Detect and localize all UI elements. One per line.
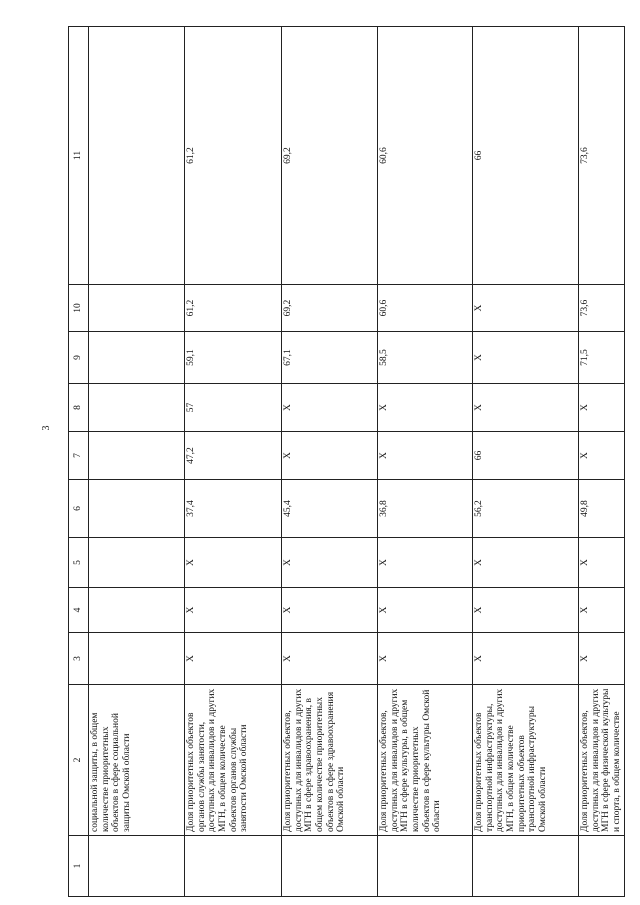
cell-col6 [89,480,185,538]
header-cell-7: 7 [69,432,89,480]
cell-num [473,836,579,897]
table-row [89,27,185,897]
cell-col3: X [185,633,282,685]
cell-col8: X [378,384,473,432]
cell-col5: X [378,538,473,588]
header-cell-8: 8 [69,384,89,432]
header-cell-3: 3 [69,633,89,685]
cell-indicator-name: Доля приоритетных объектов транспортной инфраструктуры, доступных для инвалидов и других МГН, в общем количестве приоритетных объектов транспортной инфраструктуры Омской области [473,685,579,836]
cell-col7 [89,432,185,480]
cell-col10: X [473,285,579,332]
cell-col9: X [473,332,579,384]
cell-num [282,836,378,897]
cell-col5: X [473,538,579,588]
cell-col4: X [378,588,473,633]
cell-num [378,836,473,897]
cell-col6: 49,8 [579,480,625,538]
cell-col11: 66 [473,27,579,285]
cell-col10: 60,6 [378,285,473,332]
cell-col9: 58,5 [378,332,473,384]
cell-col11: 73,6 [579,27,625,285]
cell-col10: 61,2 [185,285,282,332]
cell-col3 [89,633,185,685]
cell-col5: X [282,538,378,588]
indicators-table [68,26,625,897]
header-cell-10: 10 [69,285,89,332]
table-row [282,27,378,897]
header-row [69,27,89,897]
cell-col8: 57 [185,384,282,432]
cell-col10: 73,6 [579,285,625,332]
cell-col8: X [282,384,378,432]
cell-col6: 37,4 [185,480,282,538]
cell-col7: 66 [473,432,579,480]
cell-indicator-name: Доля приоритетных объектов, доступных для инвалидов и других МГН в сфере здравоохранения, в общем количестве приоритетных объектов в сфере здравоохранения Омской области [282,685,378,836]
cell-col10 [89,285,185,332]
cell-num [89,836,185,897]
cell-col5: X [185,538,282,588]
cell-col3: X [378,633,473,685]
table-row [579,27,625,897]
cell-col9: 71,5 [579,332,625,384]
table-row [473,27,579,897]
cell-col10: 69,2 [282,285,378,332]
cell-col4: X [579,588,625,633]
cell-col8: X [579,384,625,432]
cell-col5: X [579,538,625,588]
cell-col4: X [473,588,579,633]
cell-col11: 60,6 [378,27,473,285]
cell-col6: 45,4 [282,480,378,538]
cell-col7: 47,2 [185,432,282,480]
cell-col11: 61,2 [185,27,282,285]
cell-col9: 59,1 [185,332,282,384]
rotated-table-wrapper [68,27,622,897]
cell-col11 [89,27,185,285]
cell-col6: 36,8 [378,480,473,538]
header-cell-9: 9 [69,332,89,384]
cell-col9: 67,1 [282,332,378,384]
header-cell-2: 2 [69,685,89,836]
header-cell-4: 4 [69,588,89,633]
cell-col9 [89,332,185,384]
cell-indicator-name: Доля приоритетных объектов, доступных для инвалидов и других МГН в сфере культуры, в общем количестве приоритетных объектов в сфере культуры Омской области [378,685,473,836]
cell-col7: X [378,432,473,480]
cell-col8 [89,384,185,432]
cell-indicator-name: Доля приоритетных объектов, доступных для инвалидов и других МГН в сфере физической культуры и спорта, в общем количестве [579,685,625,836]
cell-num [185,836,282,897]
cell-indicator-name: социальной защиты, в общем количестве приоритетных объектов в сфере социальной защиты Омской области [89,685,185,836]
cell-col7: X [282,432,378,480]
cell-col6: 56,2 [473,480,579,538]
page-number: 3 [41,425,52,431]
cell-col8: X [473,384,579,432]
header-cell-1: 1 [69,836,89,897]
cell-num [579,836,625,897]
header-cell-6: 6 [69,480,89,538]
cell-col5 [89,538,185,588]
cell-col7: X [579,432,625,480]
header-cell-5: 5 [69,538,89,588]
cell-col3: X [282,633,378,685]
cell-col4: X [282,588,378,633]
cell-indicator-name: Доля приоритетных объектов органов службы занятости, доступных для инвалидов и других МГН, в общем количестве объектов органов службы занятости Омской области [185,685,282,836]
cell-col4 [89,588,185,633]
header-cell-11: 11 [69,27,89,285]
cell-col3: X [579,633,625,685]
cell-col11: 69,2 [282,27,378,285]
cell-col3: X [473,633,579,685]
table-row [185,27,282,897]
cell-col4: X [185,588,282,633]
table-row [378,27,473,897]
